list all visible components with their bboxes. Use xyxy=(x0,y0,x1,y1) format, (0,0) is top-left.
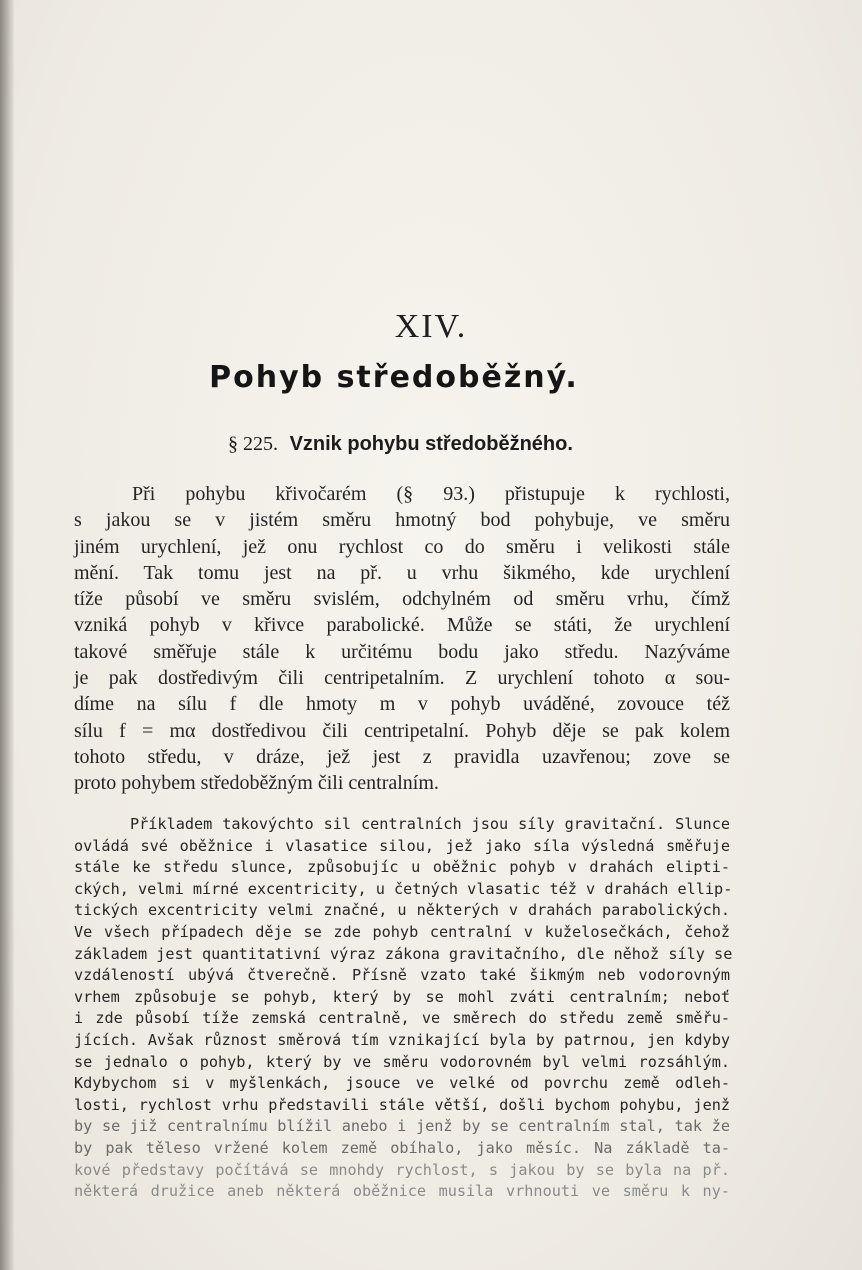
small-text-line: Příkladem takovýchto sil centralních jsou síly gravitační. Slunce xyxy=(130,815,730,833)
small-text-line: jících. Avšak různost směrová tím vznikající byla by patrnou, jen kdyby xyxy=(74,1030,730,1049)
small-text-line: Kdybychom si v myšlenkách, jsouce ve velké od povrchu země odleh- xyxy=(74,1074,730,1093)
section-title: Vznik pohybu středoběžného. xyxy=(289,433,573,455)
chapter-number: XIV. xyxy=(394,308,468,345)
text-line: s jakou se v jistém směru hmotný bod pohybuje, ve směru xyxy=(74,509,730,532)
small-text-line: základem jest quantitativní výraz zákona gravitačního, dle něhož síly se xyxy=(74,944,733,963)
main-paragraph xyxy=(74,481,730,797)
text-line: tohoto středu, v dráze, jež jest z pravidla uzavřenou; zove se xyxy=(74,745,730,768)
small-text-line: se jednalo o pohyb, který by ve směru vodorovném byl velmi rozsáhlým. xyxy=(74,1052,730,1071)
small-text-line: tických excentricity velmi značné, u některých v drahách parabolických. xyxy=(74,901,730,920)
text-line: mění. Tak tomu jest na př. u vrhu šikmého, kde urychlení xyxy=(74,561,730,584)
small-text-line: losti, rychlost vrhu představili stále větší, došli bychom pohybu, jenž xyxy=(74,1095,730,1114)
text-line: Při pohybu křivočarém (§ 93.) přistupuje k rychlosti, xyxy=(132,483,730,505)
small-text-line: i zde působí tíže zemská centralně, ve směrech do středu země směřu- xyxy=(74,1009,730,1028)
small-print-paragraph xyxy=(74,814,733,1203)
text-line: tíže působí ve směru svislém, odchylném od směru vrhu, čímž xyxy=(74,588,730,611)
text-line: díme na sílu f dle hmoty m v pohyb uváděné, zovouce též xyxy=(74,693,730,716)
text-line: je pak dostředivým čili centripetalním. Z urychlení tohoto α sou- xyxy=(74,667,730,690)
small-text-line: by pak těleso vržené kolem země obíhalo, jako měsíc. Na základě ta- xyxy=(74,1138,730,1157)
small-text-line: některá družice aneb některá oběžnice musila vrhnouti ve směru k ny- xyxy=(74,1182,730,1201)
chapter-title: Pohyb středoběžný. xyxy=(209,360,579,395)
small-text-line: Ve všech případech děje se zde pohyb centralní v kuželosečkách, čehož xyxy=(74,922,730,941)
small-text-line: ckých, velmi mírné excentricity, u četných vlasatic též v drahách ellip- xyxy=(74,879,733,898)
small-text-line: vrhem způsobuje se pohyb, který by se mohl zváti centralním; neboť xyxy=(74,987,730,1006)
small-text-line: stále ke středu slunce, způsobujíc u oběžnic pohyb v drahách elipti- xyxy=(74,858,730,877)
section-number: § 225. xyxy=(228,433,278,455)
small-text-line: kové představy počítává se mnohdy rychlost, s jakou by se byla na př. xyxy=(74,1160,730,1179)
text-line: takové směřuje stále k určitému bodu jako středu. Nazýváme xyxy=(74,640,730,663)
text-line: vzniká pohyb v křivce parabolické. Může se státi, že urychlení xyxy=(74,614,730,637)
text-line: jiném urychlení, jež onu rychlost co do směru i velikosti stále xyxy=(74,535,730,558)
text-line: sílu f = mα dostředivou čili centripetalní. Pohyb děje se pak kolem xyxy=(74,719,730,742)
text-line: proto pohybem středoběžným čili centralním. xyxy=(74,772,439,795)
small-text-line: ovládá své oběžnice i vlasatice silou, jež jako síla výsledná směřuje xyxy=(74,836,730,855)
small-text-line: vzdáleností ubývá čtverečně. Přísně vzato také šikmým neb vodorovným xyxy=(74,966,730,985)
page-gutter-shadow xyxy=(0,0,14,1270)
small-text-line: by se již centralnímu blížil anebo i jenž by se centralním stal, tak že xyxy=(74,1117,730,1136)
section-heading xyxy=(228,433,573,456)
